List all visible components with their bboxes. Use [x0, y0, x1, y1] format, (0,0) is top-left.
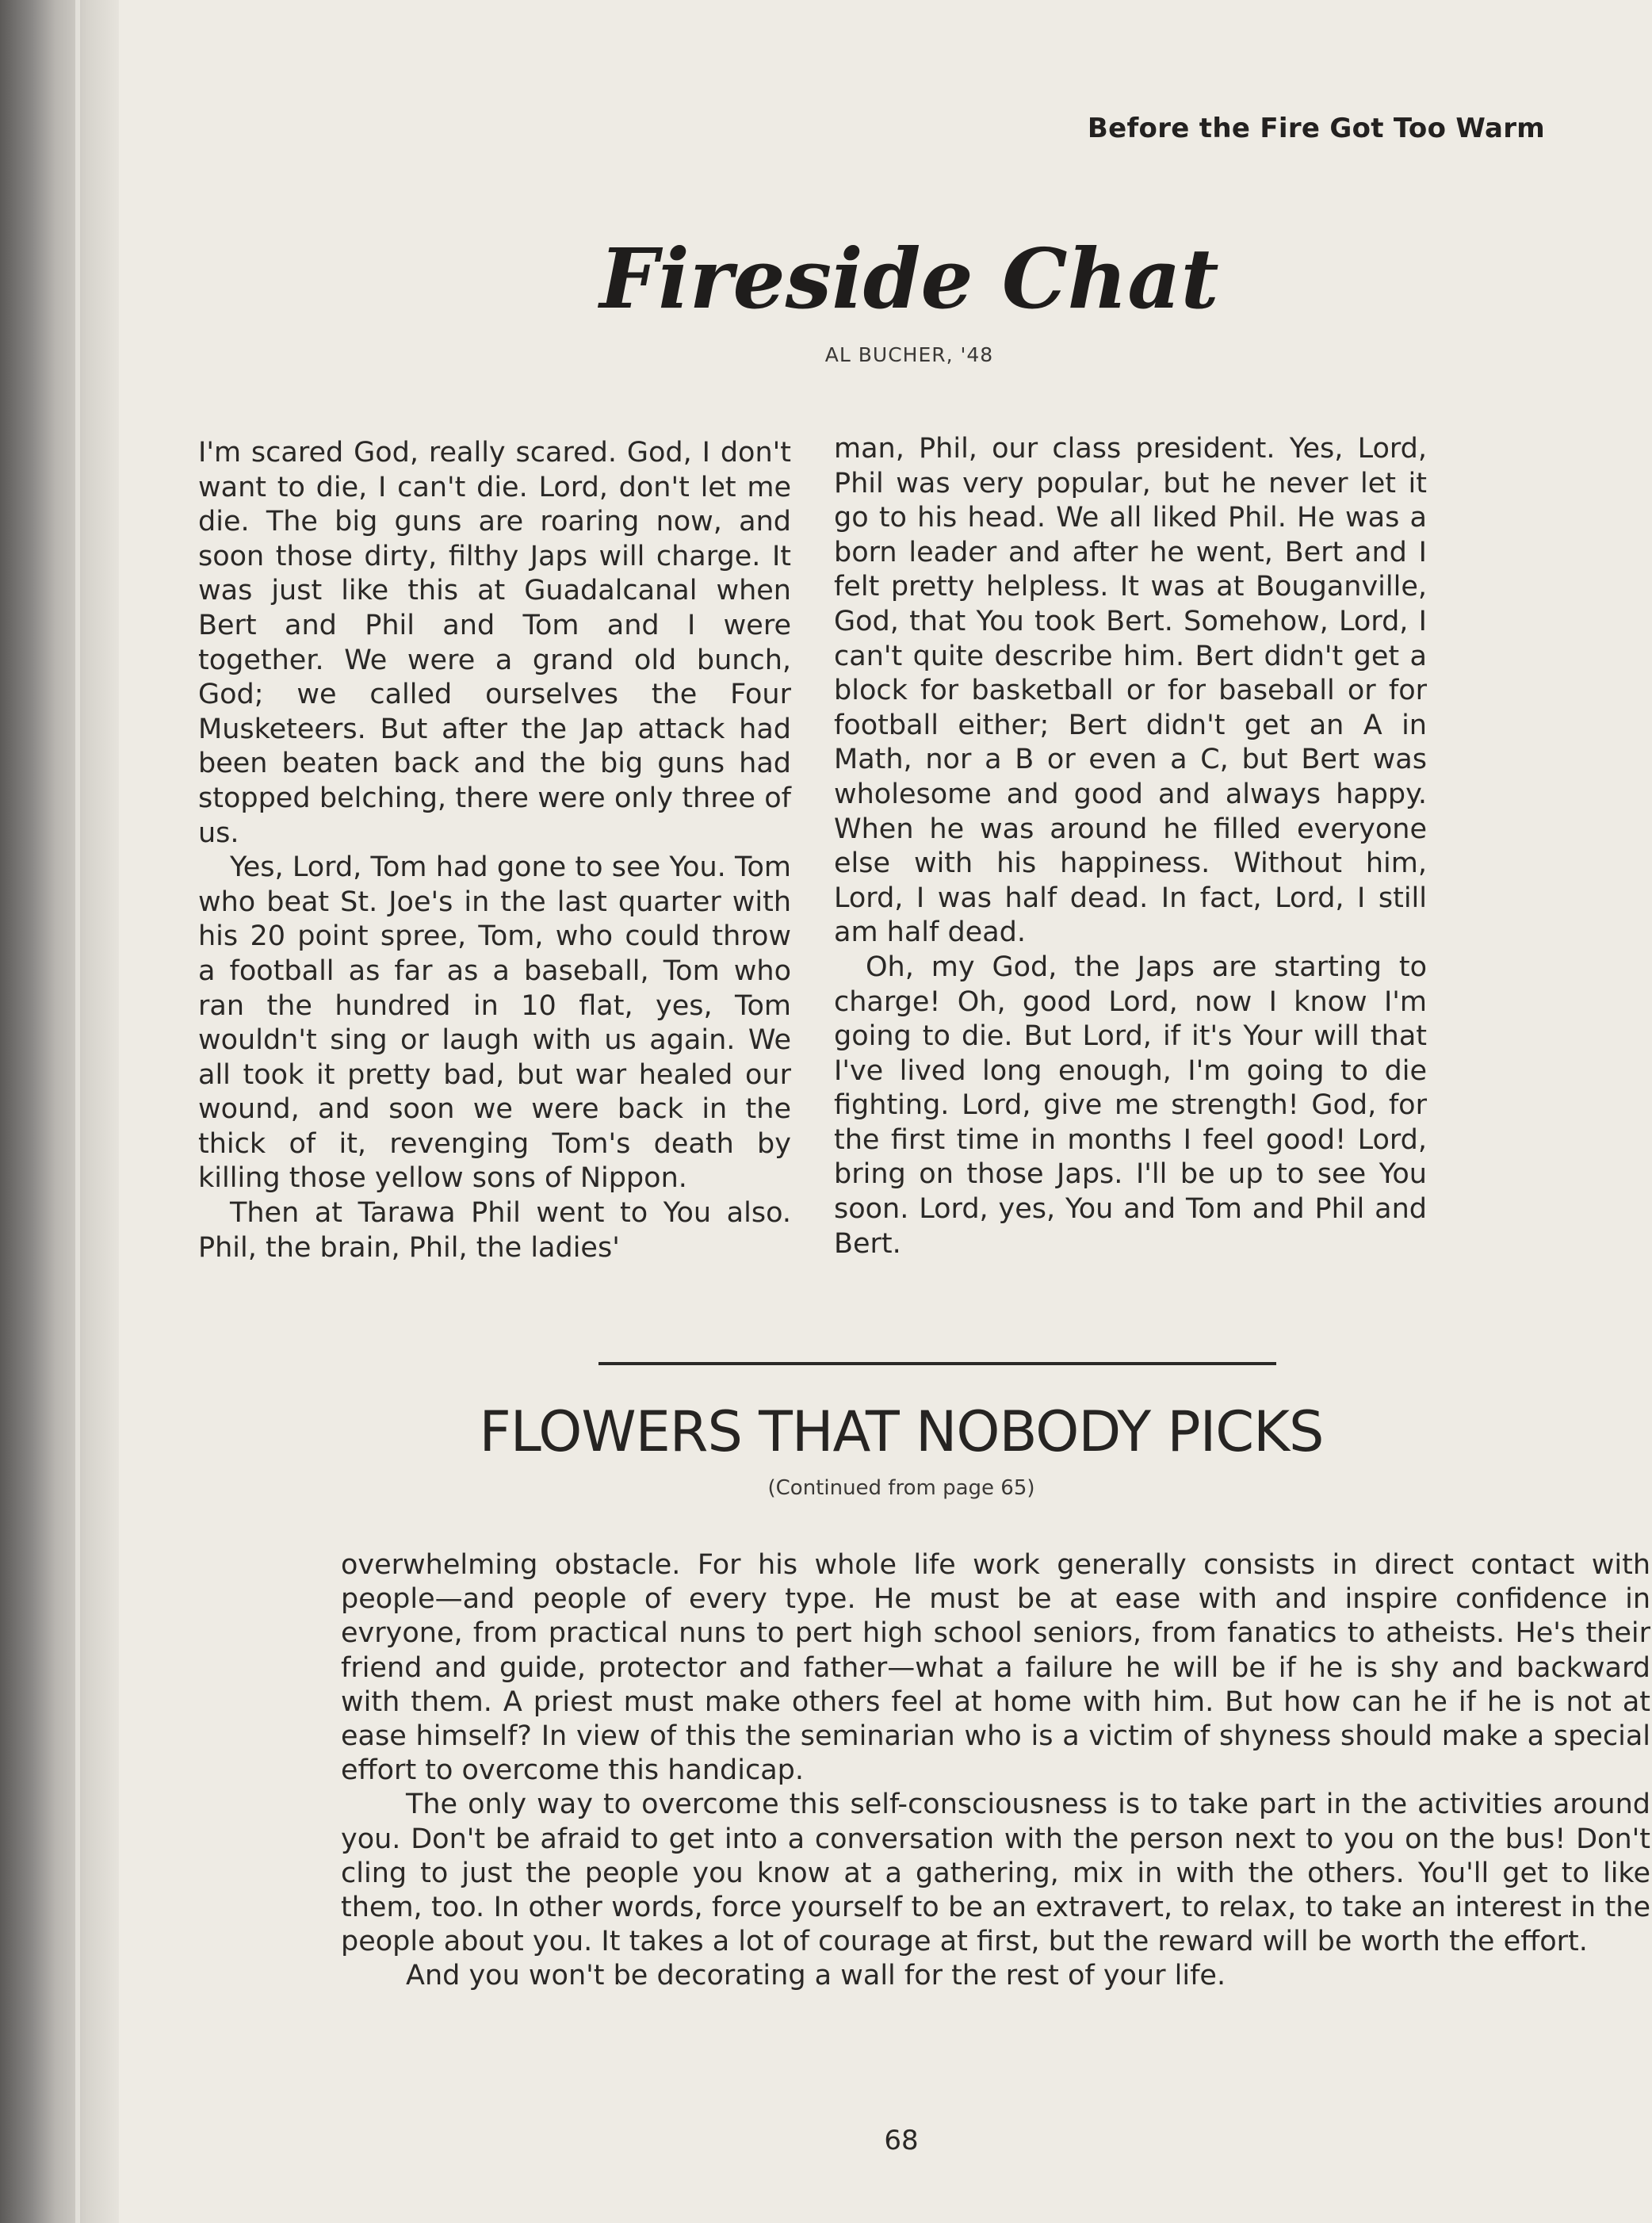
article-title-flowers: FLOWERS THAT NOBODY PICKS — [479, 1399, 1324, 1464]
section-divider-rule — [598, 1362, 1276, 1365]
continued-note: (Continued from page 65) — [767, 1476, 1035, 1500]
paragraph: man, Phil, our class president. Yes, Lord, Phil was very popular, but he never let it go to his head. We all liked Phil. He was a born leader and after he went, Bert and I felt pretty helpless. It was at Bouganville, God, that You took Bert. Somehow, Lord, I can't quite describe him. Bert didn't get a block for basketball or for baseball or for football either; Bert didn't get an A in Math, nor a B or even a C, but Bert was wholesome and good and always happy. When he was around he filled everyone else with his happiness. Without him, Lord, I was half dead. In fact, Lord, I still am half dead. — [834, 433, 1427, 949]
running-head: Before the Fire Got Too Warm — [1087, 113, 1545, 144]
article-byline: AL BUCHER, '48 — [824, 343, 994, 366]
paragraph: The only way to overcome this self-consciousness is to take part in the activities around you. Don't be afraid to get into a conversation with the person next to you on the bus! Don't cling to just the people you know at a gathering, mix in with the others. You'll get to like them, too. In other words, force yourself to be an extravert, to relax, to take an interest in the people about you. It takes a lot of courage at first, but the reward will be worth the effort. — [341, 1789, 1650, 1958]
paragraph: Yes, Lord, Tom had gone to see You. Tom who beat St. Joe's in the last quarter with his 20 point spree, Tom, who could throw a football as far as a baseball, Tom who ran the hundred in 10 flat, yes, Tom wouldn't sing or laugh with us again. We all took it pretty bad, but war healed our wound, and soon we were back in the thick of it, revenging Tom's death by killing those yellow sons of Nippon. — [198, 851, 791, 1195]
article-body — [341, 1548, 1650, 1994]
paragraph: Then at Tarawa Phil went to You also. Phil, the brain, Phil, the ladies' — [198, 1197, 791, 1264]
book-binding-edge — [0, 0, 119, 2223]
paragraph: And you won't be decorating a wall for the rest of your life. — [406, 1960, 1226, 1992]
left-column — [198, 436, 791, 1265]
paragraph: overwhelming obstacle. For his whole life work generally consists in direct contact with people—and people of every type. He must be at ease with and inspire confidence in evryone, from practical nuns to pert high school seniors, from fanatics to atheists. He's their friend and guide, protector and father—what a failure he will be if he is shy and backward with them. A priest must make others feel at home with him. But how can he if he is not at ease himself? In view of this the seminarian who is a victim of shyness should make a special effort to overcome this handicap. — [341, 1549, 1650, 1787]
right-column — [834, 432, 1427, 1261]
paragraph: Oh, my God, the Japs are starting to charge! Oh, good Lord, now I know I'm going to die. But Lord, if it's Your will that I've lived long enough, I'm going to die fighting. Lord, give me strength! God, for the first time in months I feel good! Lord, bring on those Japs. I'll be up to see You soon. Lord, yes, You and Tom and Phil and Bert. — [834, 951, 1427, 1260]
paragraph: I'm scared God, really scared. God, I don't want to die, I can't die. Lord, don't let me die. The big guns are roaring now, and soon those dirty, filthy Japs will charge. It was just like this at Guadalcanal when Bert and Phil and Tom and I were together. We were a grand old bunch, God; we called ourselves the Four Musketeers. But after the Jap attack had been beaten back and the big guns had stopped belching, there were only three of us. — [198, 437, 791, 849]
page-number: 68 — [884, 2125, 919, 2156]
book-page — [119, 0, 1652, 2223]
article-title-fireside-chat: Fireside Chat — [599, 230, 1219, 327]
